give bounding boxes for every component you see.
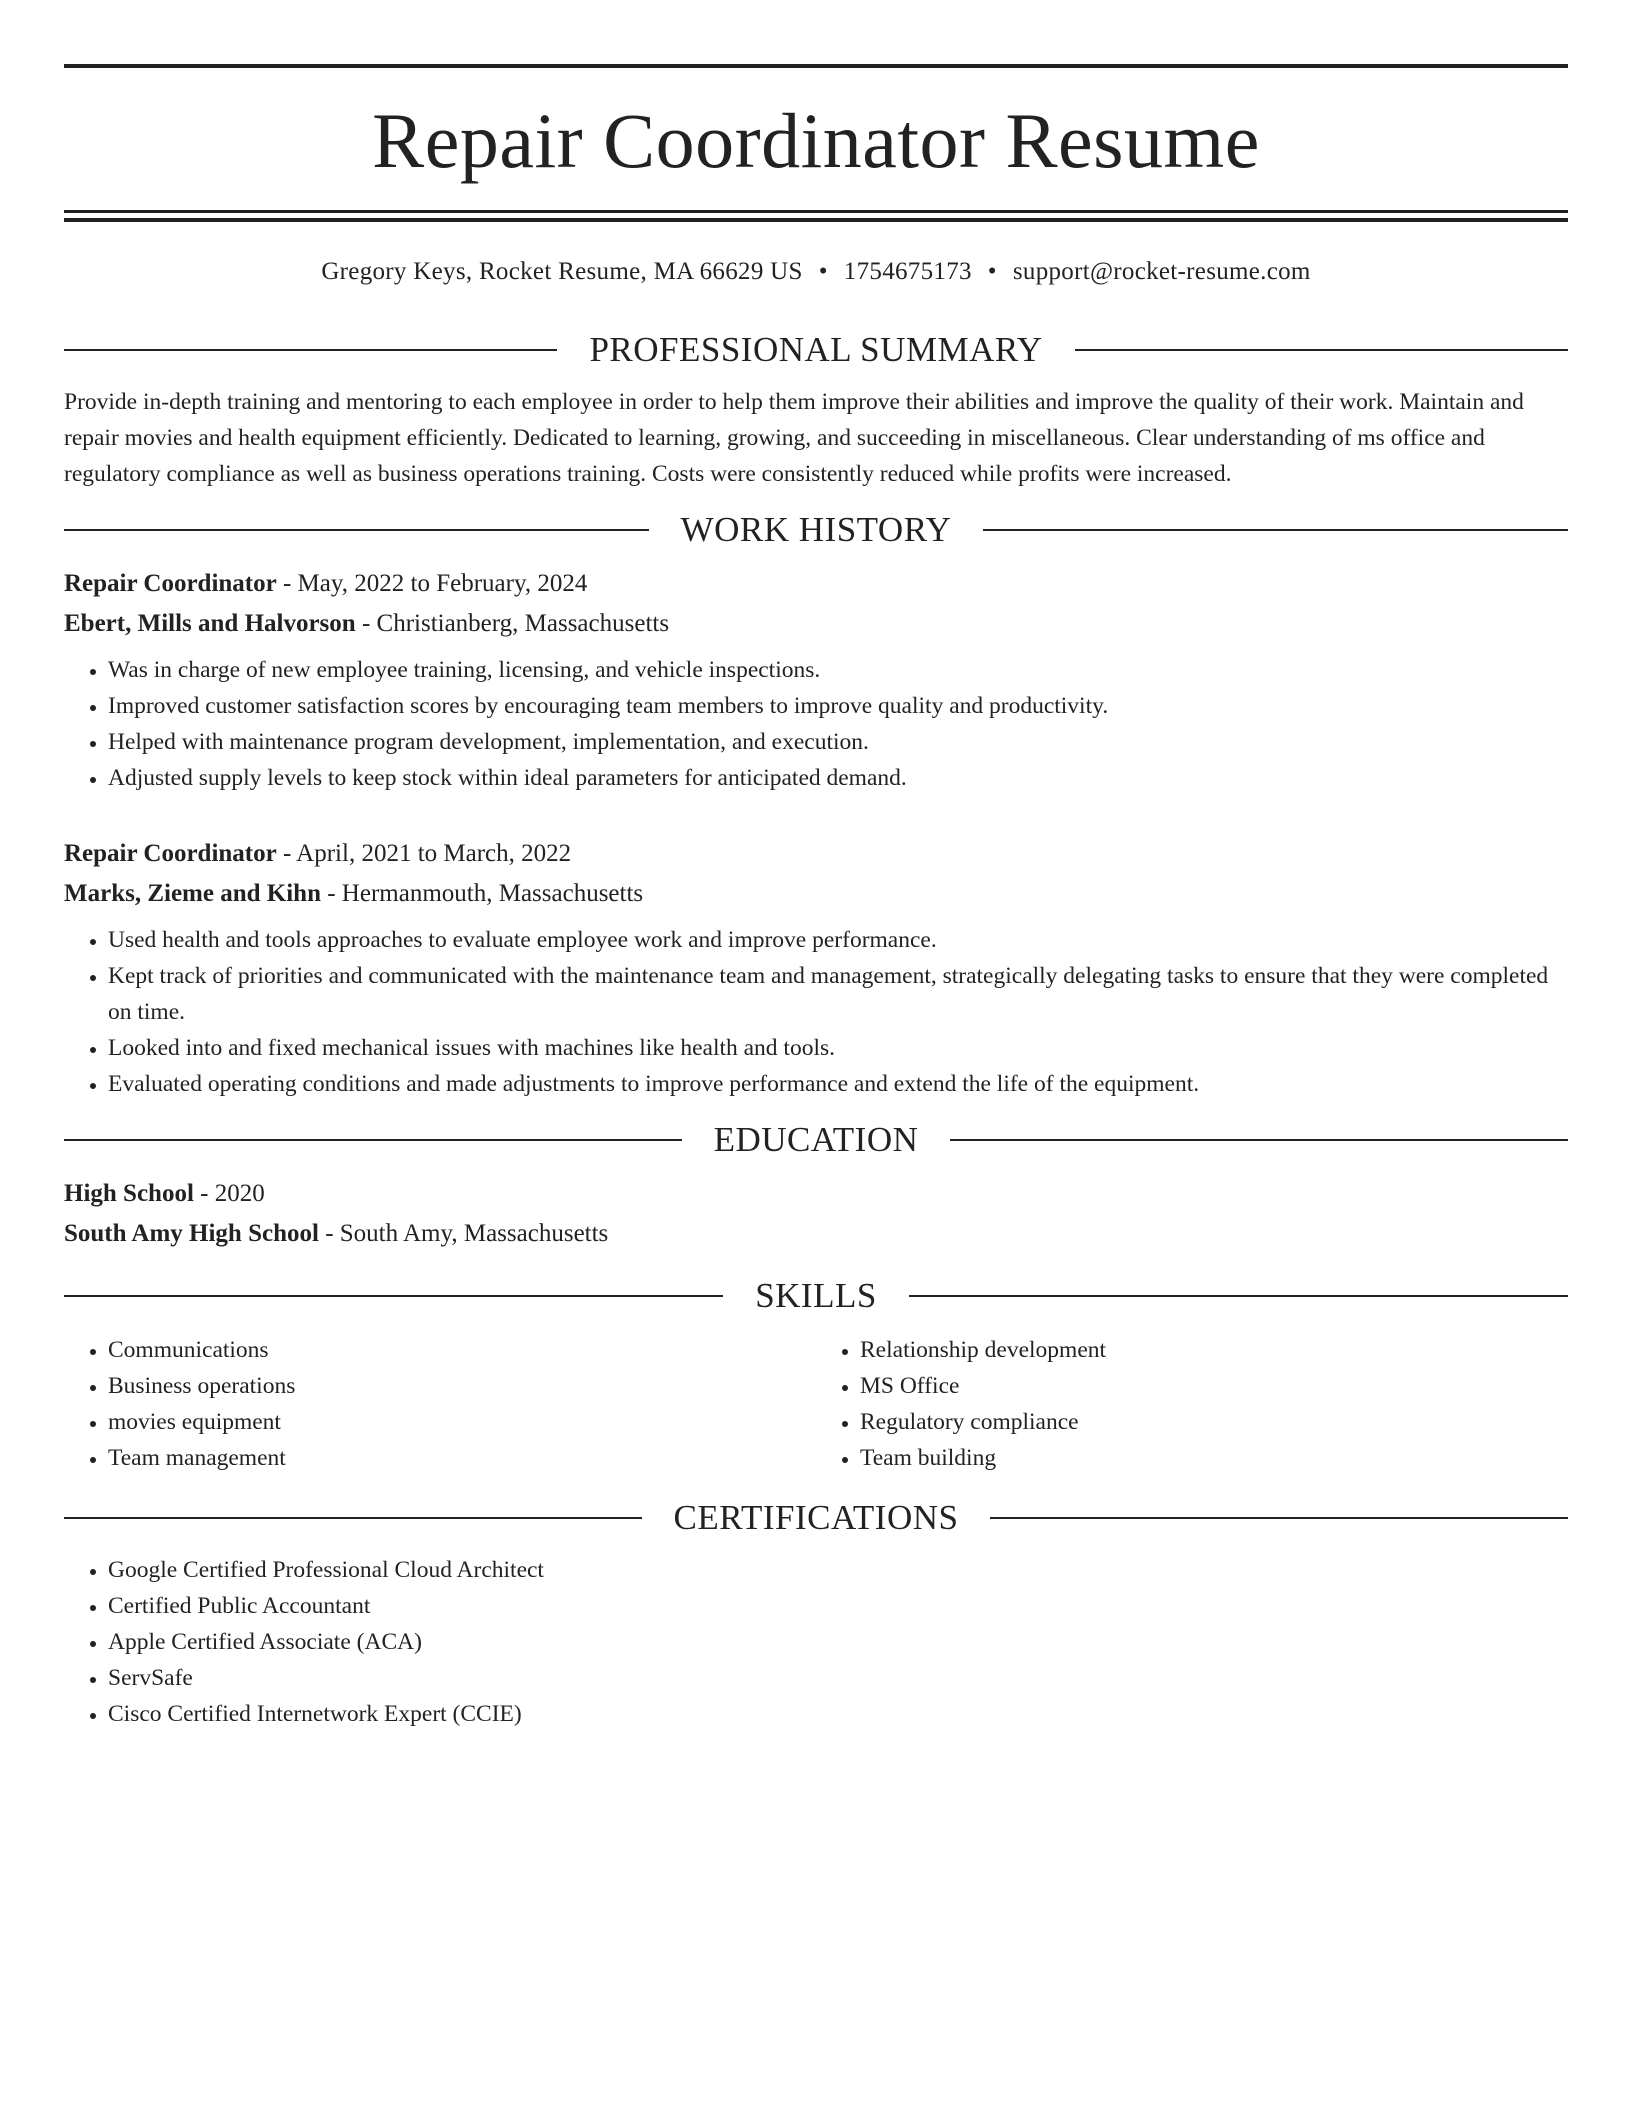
skills-list-right: [816, 1332, 1568, 1476]
job-bullet: • Adjusted supply levels to keep stock within ideal parameters for anticipated demand.: [108, 760, 1568, 796]
skill-item: • Business operations: [108, 1368, 816, 1404]
job-bullet: • Improved customer satisfaction scores by encouraging team members to improve quality and productivity.: [108, 688, 1568, 724]
education-degree-line: [64, 1174, 1568, 1214]
divider-line: [909, 1295, 1568, 1297]
skill-item: • Communications: [108, 1332, 816, 1368]
divider-line: [1075, 349, 1568, 351]
certification-item: • Apple Certified Associate (ACA): [108, 1624, 1568, 1660]
job-bullet: • Used health and tools approaches to evaluate employee work and improve performance.: [108, 922, 1568, 958]
divider-line: [64, 529, 649, 531]
job-title: Repair Coordinator: [64, 570, 277, 597]
summary-section-heading: [64, 330, 1568, 370]
certifications-list: [64, 1552, 1568, 1732]
divider-line: [64, 1139, 682, 1141]
job-bullet: • Evaluated operating conditions and made adjustments to improve performance and extend the life of the equipment.: [108, 1066, 1568, 1102]
skills-list-left: [64, 1332, 816, 1476]
section-title: WORK HISTORY: [680, 510, 952, 549]
job-title-line: [64, 564, 1568, 604]
education-section-heading: [64, 1120, 1568, 1160]
job-bullet: • Kept track of priorities and communicated with the maintenance team and management, strategically delegating tasks to ensure that they were completed on time.: [108, 958, 1568, 1030]
top-rule: [64, 64, 1568, 68]
job-bullets: [64, 652, 1568, 796]
education-location: - South Amy, Massachusetts: [318, 1220, 609, 1247]
job-dates: - May, 2022 to February, 2024: [276, 570, 588, 597]
job-company-line: [64, 604, 1568, 644]
certification-item: • Google Certified Professional Cloud Architect: [108, 1552, 1568, 1588]
job-location: - Christianberg, Massachusetts: [355, 610, 670, 637]
job-bullets: [64, 922, 1568, 1102]
divider-line: [64, 1295, 723, 1297]
title-double-rule: [64, 210, 1568, 222]
job-bullet: • Was in charge of new employee training, licensing, and vehicle inspections.: [108, 652, 1568, 688]
contact-phone: 1754675173: [843, 258, 972, 285]
divider-line: [64, 1517, 642, 1519]
summary-text: Provide in-depth training and mentoring to each employee in order to help them improve their abilities and improve the quality of their work. Maintain and repair movies and health equipment efficiently. Dedicated to learning, growing, and succeeding in miscellaneous. Clear understanding of ms office and regulatory compliance as well as business operations training. Costs were consistently reduced while profits were increased.: [64, 389, 1524, 487]
divider-line: [64, 349, 557, 351]
divider-line: [990, 1517, 1568, 1519]
contact-separator: •: [818, 258, 828, 285]
section-title: CERTIFICATIONS: [673, 1498, 959, 1537]
certifications-section-heading: [64, 1498, 1568, 1538]
work-section-heading: [64, 510, 1568, 550]
section-title: PROFESSIONAL SUMMARY: [589, 330, 1043, 369]
contact-line: [64, 258, 1568, 286]
job-company-line: [64, 874, 1568, 914]
section-title: EDUCATION: [713, 1120, 919, 1159]
education-school-line: [64, 1214, 1568, 1254]
job-title-line: [64, 834, 1568, 874]
divider-line: [950, 1139, 1568, 1141]
job-dates: - April, 2021 to March, 2022: [276, 840, 572, 867]
section-title: SKILLS: [755, 1276, 877, 1315]
job-entry: [64, 834, 1568, 1102]
skill-item: • Team building: [860, 1440, 1568, 1476]
divider-line: [983, 529, 1568, 531]
contact-separator: •: [987, 258, 997, 285]
education-year: - 2020: [193, 1180, 265, 1207]
job-bullet: • Looked into and fixed mechanical issues with machines like health and tools.: [108, 1030, 1568, 1066]
contact-address: Gregory Keys, Rocket Resume, MA 66629 US: [321, 258, 803, 285]
job-bullet: • Helped with maintenance program development, implementation, and execution.: [108, 724, 1568, 760]
skills-columns: [64, 1330, 1568, 1476]
certification-item: • Cisco Certified Internetwork Expert (CCIE): [108, 1696, 1568, 1732]
job-company: Ebert, Mills and Halvorson: [64, 610, 356, 637]
job-entry: [64, 564, 1568, 796]
job-company: Marks, Zieme and Kihn: [64, 880, 321, 907]
skill-item: • movies equipment: [108, 1404, 816, 1440]
skills-section-heading: [64, 1276, 1568, 1316]
job-location: - Hermanmouth, Massachusetts: [320, 880, 644, 907]
education-degree: High School: [64, 1180, 194, 1207]
resume-page: [64, 64, 1568, 1732]
job-title: Repair Coordinator: [64, 840, 277, 867]
skill-item: • Regulatory compliance: [860, 1404, 1568, 1440]
education-school: South Amy High School: [64, 1220, 319, 1247]
skill-item: • Team management: [108, 1440, 816, 1476]
certification-item: • Certified Public Accountant: [108, 1588, 1568, 1624]
skill-item: • MS Office: [860, 1368, 1568, 1404]
certification-item: • ServSafe: [108, 1660, 1568, 1696]
resume-title: Repair Coordinator Resume: [372, 97, 1260, 184]
skill-item: • Relationship development: [860, 1332, 1568, 1368]
contact-email: support@rocket-resume.com: [1012, 258, 1311, 285]
